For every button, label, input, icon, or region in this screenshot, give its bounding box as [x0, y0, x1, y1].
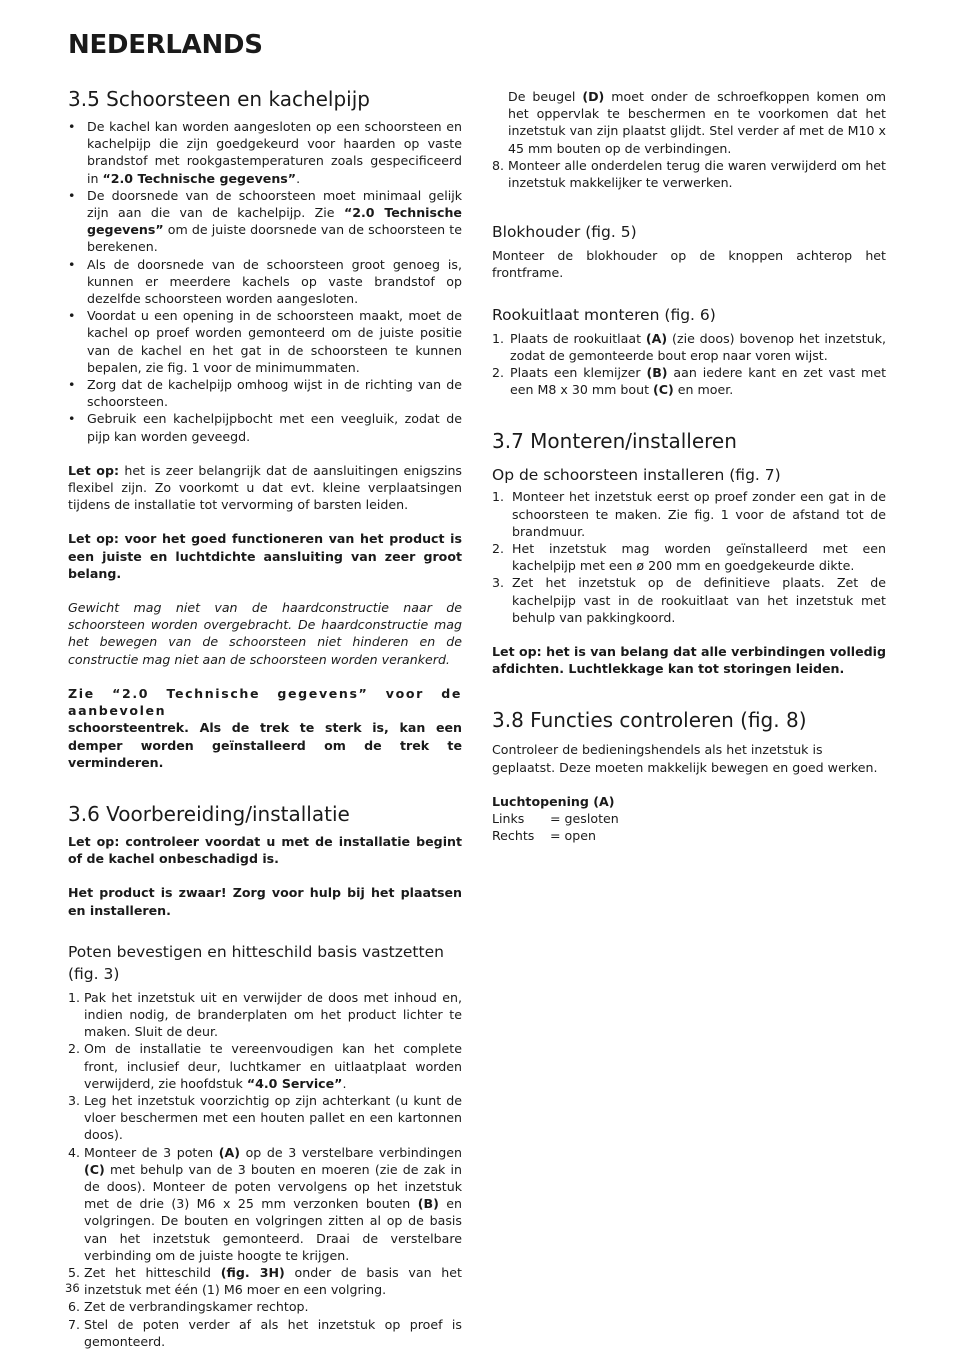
list-item: 4. Monteer de 3 poten (A) op de 3 verstelbare verbindingen (C) met behulp van de 3 bouten en moeren (zie de zak in de doos). Monteer de poten vervolgens op het inzetstuk met de drie (3) M6 x 25 mm verzonken bouten (B) en volgringen. De bouten en volgringen zitten al op de basis van het inzetstuk gemonteerd. Draai de verstelbare verbinding om de juiste hoogte te krijgen. [68, 1144, 463, 1263]
list-item: 1. Plaats de rookuitlaat (A) (zie doos) bovenop het inzetstuk, zodat de gemonteerde bout erop naar voren wijst. [492, 330, 886, 363]
page-number: 36 [65, 1281, 80, 1295]
log-holder-text: Monteer de blokhouder op de knoppen achterop het frontframe. [492, 248, 886, 281]
note-heavy-product: Het product is zwaar! Zorg voor hulp bij het plaatsen en installeren. [68, 885, 462, 918]
chimney-bullet-list [68, 118, 462, 445]
list-item: 2. Om de installatie te vereenvoudigen kan het complete front, inclusief deur, luchtkamer en uitlaatplaat worden verwijderd, zie hoofdstuk “4.0 Service”. [68, 1041, 462, 1091]
bullet-item: • Zorg dat de kachelpijp omhoog wijst in de richting van de schoorsteen. [68, 376, 462, 410]
left-column [68, 86, 462, 1350]
note-flexible-connections: Let op: het is zeer belangrijk dat de aansluitingen enigszins flexibel zijn. Zo voorkomt u dat evt. kleine verplaatsingen tijdens de installatie tot vervorming of barsten leiden. [68, 462, 462, 513]
bullet-item: • Voordat u een opening in de schoorsteen maakt, moet de kachel op proef worden gemonteerd om de juiste positie van de kachel en het gat in de schoorsteen te kunnen bepalen, zie fig. 1 voor de minimummaten. [68, 307, 462, 376]
list-item: De beugel (D) moet onder de schroefkoppen komen om het oppervlak te beschermen en te voorkomen dat het inzetstuk van zijn plaatst glijdt. Stel verder af met de M10 x 45 mm bouten op de verbindingen. [508, 89, 886, 156]
log-holder-heading: Blokhouder (fig. 5) [492, 223, 637, 242]
list-item: 6. Zet de verbrandingskamer rechtop. [68, 1299, 309, 1315]
section-3-6-heading: 3.6 Voorbereiding/installatie [68, 801, 350, 826]
bullet-item: • De doorsnede van de schoorsteen moet minimaal gelijk zijn aan die van de kachelpijp. Zie “2.0 Technische gegevens” om de juiste doorsnede van de schoorsteen te berekenen. [68, 187, 462, 256]
section-3-8-heading: 3.8 Functies controleren (fig. 8) [492, 708, 807, 733]
right-column [492, 88, 886, 844]
bullet-item: • Als de doorsnede van de schoorsteen groot genoeg is, kunnen er meerdere kachels op vaste brandstof op dezelfde schoorsteen worden aangesloten. [68, 256, 462, 308]
air-opening-row-left: Links = gesloten [492, 811, 619, 827]
list-item: 5. Zet het hitteschild (fig. 3H) onder de basis van het inzetstuk met één (1) M6 moer en een volgring. [68, 1264, 462, 1298]
legs-steps-continued [492, 88, 886, 191]
list-item: 3. Leg het inzetstuk voorzichtig op zijn achterkant (u kunt de vloer beschermen met een houten pallet en een kartonnen doos). [68, 1092, 462, 1143]
air-opening-label: Luchtopening (A) [492, 793, 615, 809]
list-item: 3. Zet het inzetstuk op de definitieve plaats. Zet de kachelpijp vast in de rookuitlaat van het inzetstuk met behulp van pakkingkoord. [492, 575, 886, 625]
note-check-damage: Let op: controleer voordat u met de installatie begint of de kachel onbeschadigd is. [68, 833, 462, 867]
list-item: 8. Monteer alle onderdelen terug die waren verwijderd om het inzetstuk makkelijker te verwerken. [492, 157, 886, 191]
section-3-5-heading: 3.5 Schoorsteen en kachelpijp [68, 87, 370, 111]
flue-outlet-heading: Rookuitlaat monteren (fig. 6) [492, 305, 716, 324]
bullet-item: • De kachel kan worden aangesloten op een schoorsteen en kachelpijp die zijn goedgekeurd voor haarden op vaste brandstof met rookgastemperaturen zoals gespecificeerd in “2.0 Technische gegevens”. [68, 118, 462, 187]
legs-steps-list [68, 989, 462, 1350]
note-draft: Zie “2.0 Technische gegevens” voor de aanbevolen schoorsteentrek. Als de trek te sterk is, kan een demper worden geïnstalleerd om de trek te verminderen. [68, 685, 462, 770]
page-title: NEDERLANDS [68, 30, 263, 60]
chimney-install-steps [492, 488, 886, 626]
note-weight: Gewicht mag niet van de haardconstructie naar de schoorsteen worden overgebracht. De haardconstructie mag het bewegen van de schoorsteen niet hinderen en de constructie mag niet aan de schoorsteen worden verankerd. [68, 600, 462, 667]
list-item: 2. Het inzetstuk mag worden geïnstalleerd met een kachelpijp met een ø 200 mm en goedgekeurde dikte. [492, 541, 886, 574]
section-3-7-heading: 3.7 Monteren/installeren [492, 429, 737, 454]
chimney-install-heading: Op de schoorsteen installeren (fig. 7) [492, 466, 781, 485]
function-check-text: Controleer de bedieningshendels als het inzetstuk is geplaatst. Deze moeten makkelijk bewegen en goed werken. [492, 742, 878, 775]
flue-outlet-steps [492, 330, 886, 399]
list-item: 2. Plaats een klemijzer (B) aan iedere kant en zet vast met een M8 x 30 mm bout (C) en moer. [492, 365, 887, 398]
list-item: 7. Stel de poten verder af als het inzetstuk op proef is gemonteerd. [68, 1316, 462, 1349]
bullet-item: • Gebruik een kachelpijpbocht met een veegluik, zodat de pijp kan worden geveegd. [68, 410, 462, 444]
note-seal-connections: Let op: het is van belang dat alle verbindingen volledig afdichten. Luchtlekkage kan tot storingen leiden. [492, 644, 886, 677]
list-item: 1. Monteer het inzetstuk eerst op proef zonder een gat in de schoorsteen te maken. Zie fig. 1 voor de afstand tot de brandmuur. [492, 489, 886, 539]
legs-heatshield-heading: Poten bevestigen en hitteschild basis vastzetten (fig. 3) [68, 942, 444, 983]
note-airtight-connection: Let op: voor het goed functioneren van het product is een juiste en luchtdichte aansluiting van zeer groot belang. [68, 531, 462, 581]
air-opening-row-right: Rechts = open [492, 828, 596, 844]
list-item: 1. Pak het inzetstuk uit en verwijder de doos met inhoud en, indien nodig, de branderplaten om het product lichter te maken. Sluit de deur. [68, 989, 462, 1040]
